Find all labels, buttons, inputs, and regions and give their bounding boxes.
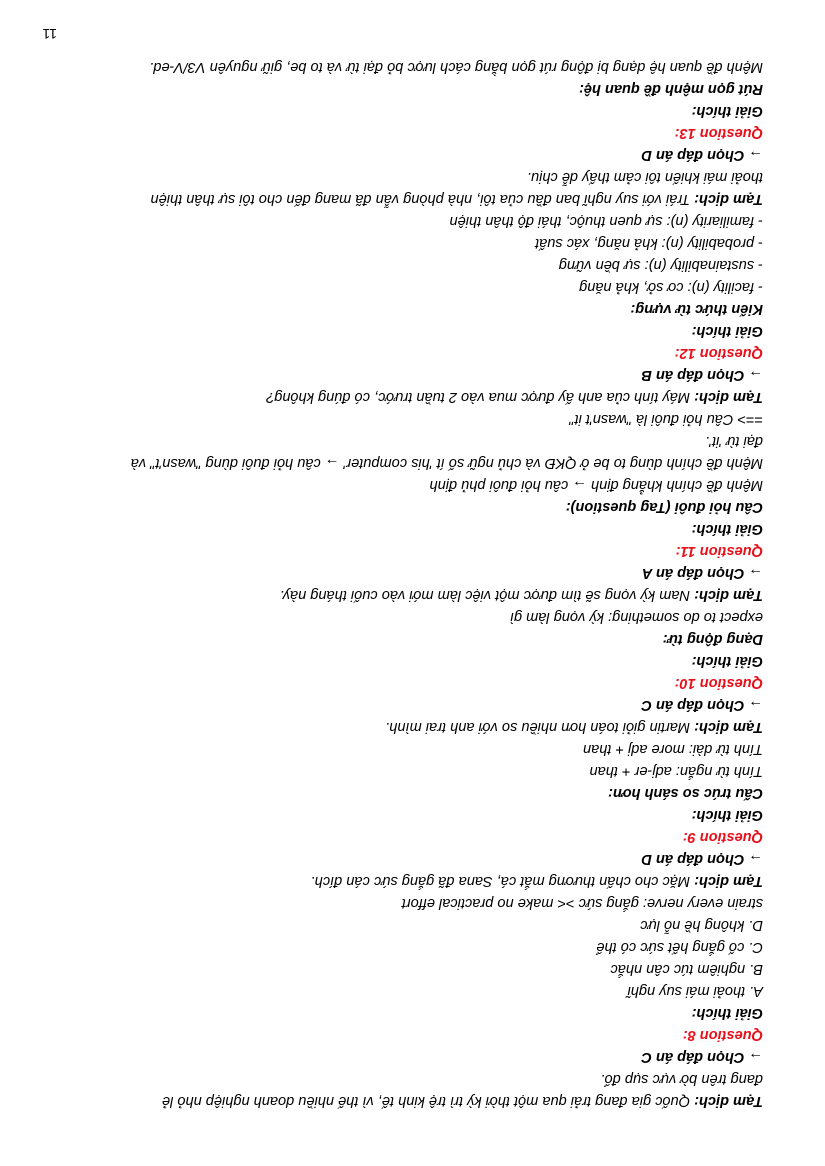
text-line: thoải mái khiến tôi cảm thấy dễ chịu. [526, 169, 763, 185]
translation-line [58, 584, 763, 606]
text-line: đang trên bờ vực sụp đổ. [600, 1071, 763, 1087]
translation-label: Tạm dịch: [694, 719, 763, 735]
bold-line: Giải thích: [691, 323, 763, 339]
translation-text: Trái với suy nghĩ ban đầu của tôi, nhà phòng vẫn đã mang đến cho tôi sự thân thiện [150, 191, 695, 207]
bold-line: Kiến thức từ vựng: [630, 301, 763, 317]
bold-line: → Chọn đáp án B [641, 367, 763, 383]
translation-text: Quốc gia đang trải qua một thời kỳ trì trệ kinh tế, vì thế nhiều doanh nghiệp nhỏ lẻ [161, 1093, 695, 1109]
question-heading: Question 9: [682, 829, 763, 845]
question-heading: Question 11: [675, 543, 763, 559]
translation-label: Tạm dịch: [694, 1093, 763, 1109]
text-line: - sustainability (n): sự bền vững [558, 257, 763, 273]
bold-line: Dạng động từ: [662, 631, 763, 647]
text-line: Tính từ dài: more adj + than [582, 741, 763, 757]
text-line: B. nghiêm túc cân nhắc [610, 961, 763, 977]
bold-line: Giải thích: [691, 653, 763, 669]
bold-line: → Chọn đáp án C [641, 697, 763, 713]
text-line: đại từ 'it'. [705, 433, 763, 449]
page-number: 11 [42, 26, 57, 42]
text-line: expect to do something: kỳ vọng làm gì [509, 609, 763, 625]
translation-text: Máy tính của anh ấy được mua vào 2 tuần trước, có đúng không? [266, 389, 695, 405]
translation-line [58, 386, 763, 408]
text-line: - familiarity (n): sự quen thuộc, thái độ thân thiện [449, 213, 763, 229]
question-heading: Question 12: [674, 345, 763, 361]
text-line: Mệnh đề chính dùng to be ở QKĐ và chủ ngữ số ít 'his computer' → câu hỏi đuôi dùng "wasn't" và [130, 455, 763, 471]
text-line: Mệnh đề chính khẳng định → câu hỏi đuôi phủ định [429, 477, 763, 493]
translation-text: Mặc cho chấn thương mắt cá, Sana đã gắng sức cán đích. [310, 873, 695, 889]
page-content [58, 56, 763, 1112]
question-heading: Question 10: [674, 675, 763, 691]
text-line: D. không hề nỗ lực [640, 917, 763, 933]
bold-line: → Chọn đáp án C [641, 1049, 763, 1065]
text-line: strain every nerve: gắng sức >< make no practical effort [401, 895, 763, 911]
text-line: ==> Câu hỏi đuôi là "wasn't it" [569, 411, 763, 427]
translation-label: Tạm dịch: [694, 873, 763, 889]
text-line: - probability (n): khả năng, xác suất [535, 235, 763, 251]
bold-line: → Chọn đáp án A [641, 565, 763, 581]
translation-line [58, 870, 763, 892]
question-heading: Question 8: [682, 1027, 763, 1043]
text-line: - facility (n): cơ sở, khả năng [579, 279, 763, 295]
translation-label: Tạm dịch: [694, 389, 763, 405]
bold-line: Rút gọn mệnh đề quan hệ: [578, 81, 763, 97]
translation-line [58, 716, 763, 738]
bold-line: Giải thích: [691, 103, 763, 119]
bold-line: Giải thích: [691, 807, 763, 823]
text-line: Tính từ ngắn: adj-er + than [589, 763, 763, 779]
text-line: Mệnh đề quan hệ dạng bị động rút gọn bằng cách lược bỏ đại từ và to be, giữ nguyên V3/V-ed. [149, 59, 763, 75]
translation-line [58, 1090, 763, 1112]
translation-text: Martin giỏi toán hơn nhiều so với anh trai mình. [385, 719, 695, 735]
question-heading: Question 13: [674, 125, 763, 141]
bold-line: Câu hỏi đuôi (Tag question): [565, 499, 763, 515]
bold-line: Giải thích: [691, 521, 763, 537]
translation-text: Nam kỳ vọng sẽ tìm được một việc làm mới vào cuối tháng này. [279, 587, 695, 603]
bold-line: Cấu trúc so sánh hơn: [608, 785, 763, 801]
text-line: C. cố gắng hết sức có thể [596, 939, 763, 955]
bold-line: Giải thích: [691, 1005, 763, 1021]
translation-label: Tạm dịch: [694, 191, 763, 207]
translation-label: Tạm dịch: [694, 587, 763, 603]
bold-line: → Chọn đáp án D [641, 851, 763, 867]
bold-line: → Chọn đáp án D [641, 147, 763, 163]
translation-line [58, 188, 763, 210]
text-line: A. thoải mái suy nghĩ [627, 983, 763, 999]
